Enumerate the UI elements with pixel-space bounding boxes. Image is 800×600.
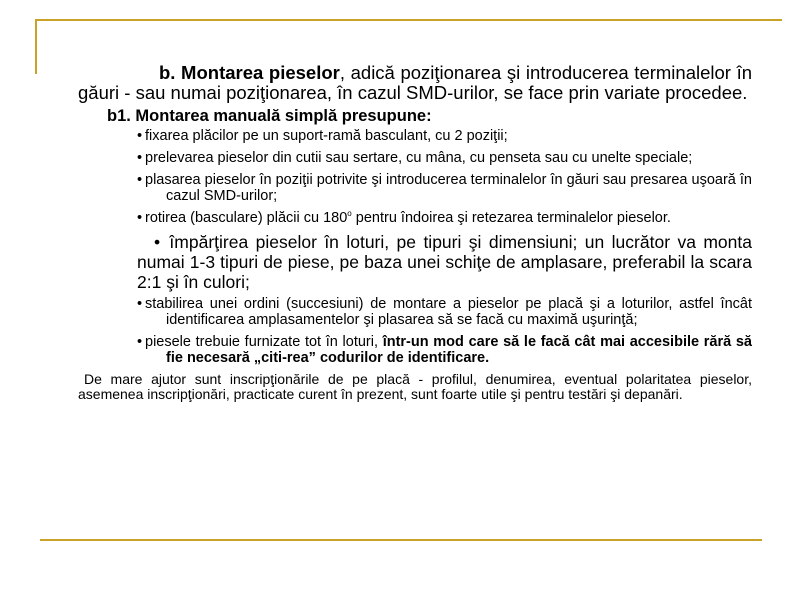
frame-left-rule: [35, 19, 37, 74]
list-item: • prelevarea pieselor din cutii sau sertare, cu mâna, cu penseta sau cu unelte speciale;: [137, 150, 693, 166]
list-item: • piesele trebuie furnizate tot în loturi, într-un mod care să le facă cât mai accesibile rără să fie necesară „citi-rea” codurilor de identificare.: [137, 334, 752, 366]
list-item: • plasarea pieselor în poziţii potrivite şi introducerea terminalelor în găuri sau presarea uşoară în cazul SMD-urilor;: [137, 172, 752, 204]
intro-paragraph: [78, 63, 752, 103]
list-item: • rotirea (basculare) plăcii cu 180$^o$ pentru îndoirea şi retezarea terminalelor pieselor.: [137, 209, 671, 226]
bullet-dot-icon: •: [137, 296, 143, 312]
bullet-dot-icon: •: [137, 334, 143, 350]
intro-bold-label: b. Montarea pieselor: [159, 62, 340, 83]
note-paragraph: De mare ajutor sunt inscripţionările de pe placă - profilul, denumirea, eventual polaritatea pieselor, asemenea inscripţionări, practicate curent în prezent, sunt foarte utile şi pentru testări şi depanări.: [78, 371, 752, 402]
list-item: • împărţirea pieselor în loturi, pe tipuri şi dimensiuni; un lucrător va monta numai 1-3 tipuri de piese, pe baza unei schiţe de amplasare, preferabil la scara 2:1 şi în culori;: [137, 232, 752, 292]
list-item: • stabilirea unei ordini (succesiuni) de montare a pieselor pe placă şi a loturilor, astfel încât identificarea amplasamentelor şi plasarea să se facă cu maximă uşurinţă;: [137, 296, 752, 328]
bullet-dot-icon: •: [137, 150, 143, 166]
subheading: b1. Montarea manuală simplă presupune:: [107, 107, 432, 125]
bullet-dot-icon: •: [137, 210, 143, 226]
bullet-list: [78, 128, 752, 366]
frame-top-rule: [35, 19, 782, 21]
intro-text: , adică poziţionarea şi introducerea terminalelor în găuri - sau numai poziţionarea, în cazul SMD-urilor, se face prin variate procedee.: [78, 62, 752, 103]
bullet-dot-icon: •: [154, 232, 161, 252]
bullet-dot-icon: •: [137, 128, 143, 144]
bullet-dot-icon: •: [137, 172, 143, 188]
list-item: • fixarea plăcilor pe un suport-ramă basculant, cu 2 poziţii;: [137, 128, 508, 144]
frame-bottom-rule: [40, 539, 762, 541]
slide-content: [78, 63, 752, 402]
